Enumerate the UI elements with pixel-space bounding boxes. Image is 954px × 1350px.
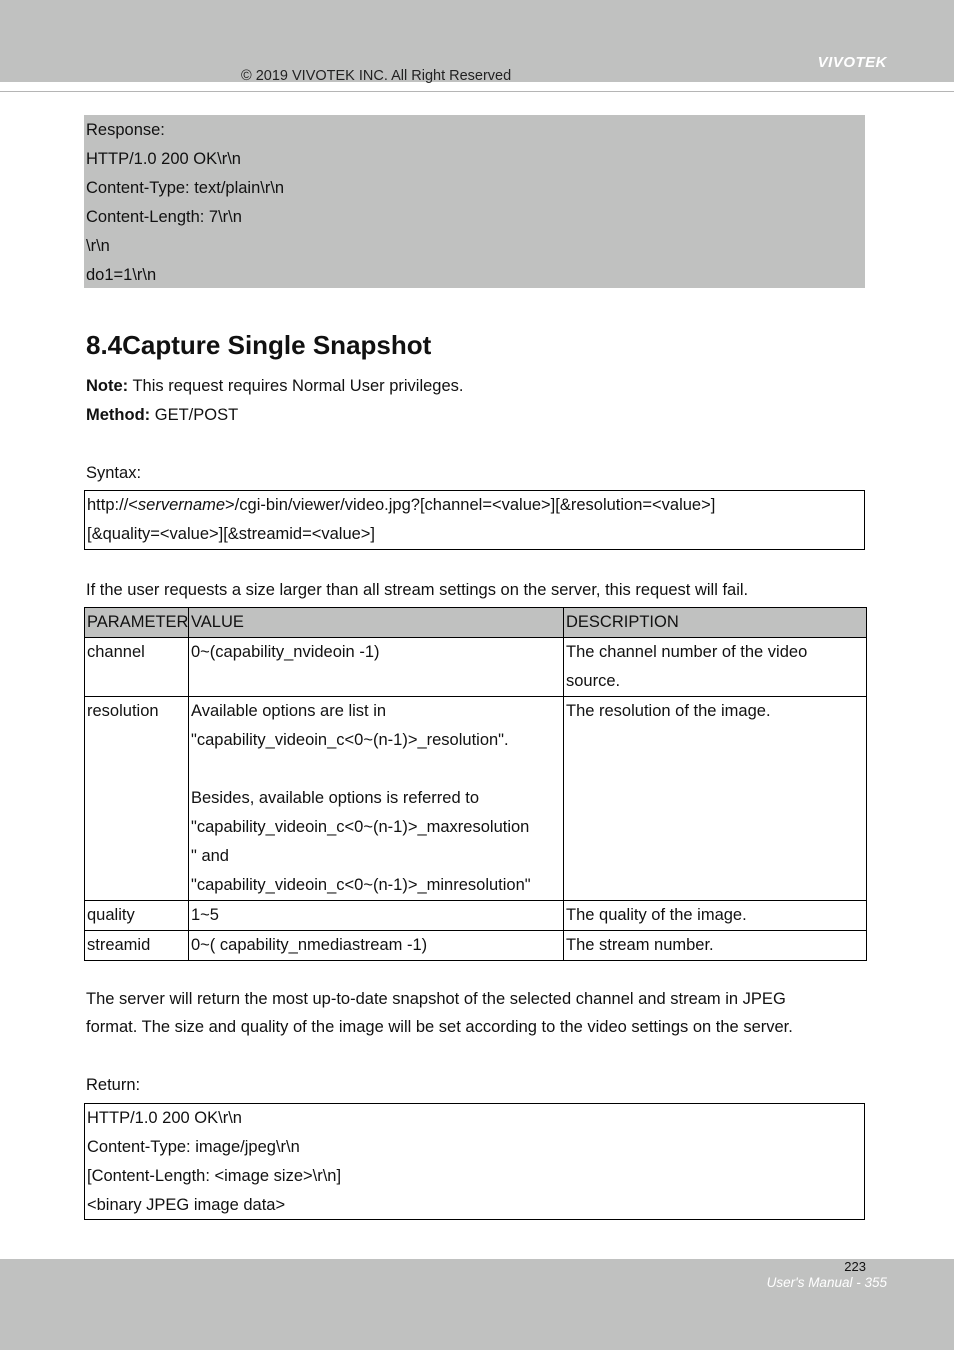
method-label: Method: (86, 406, 151, 424)
manual-page-label: User's Manual - 355 (766, 1275, 887, 1290)
value-line: 0~(capability_nvideoin -1) (191, 643, 380, 661)
syntax-label: Syntax: (86, 464, 142, 482)
param-cell: channel (85, 638, 189, 697)
code-line: HTTP/1.0 200 OK\r\n (87, 1109, 242, 1127)
param-cell: quality (85, 901, 189, 931)
value-blank-line (191, 755, 561, 784)
desc-line: The stream number. (566, 936, 714, 954)
page-number: 223 (844, 1259, 866, 1274)
desc-line: source. (566, 672, 621, 690)
code-line: <binary JPEG image data> (87, 1196, 286, 1214)
value-cell (189, 901, 564, 931)
syntax-line-2: [&quality=<value>][&streamid=<value>] (87, 525, 376, 543)
note-line (86, 377, 464, 396)
syntax-code-box (84, 490, 865, 550)
value-line: "capability_videoin_c<0~(n-1)>_resolution". (191, 731, 509, 749)
table-header-cell: PARAMETER (85, 608, 189, 638)
method-line (86, 406, 238, 425)
param-cell: resolution (85, 697, 189, 901)
value-line: "capability_videoin_c<0~(n-1)>_maxresolution (191, 818, 530, 836)
code-line: do1=1\r\n (86, 266, 157, 284)
code-line: \r\n (86, 237, 110, 255)
code-line: Content-Type: text/plain\r\n (86, 179, 285, 197)
table-row (85, 901, 867, 931)
syntax-prefix: http://< (87, 496, 138, 514)
description-cell (564, 697, 867, 901)
code-line: Content-Type: image/jpeg\r\n (87, 1138, 300, 1156)
parameter-table (84, 607, 867, 961)
param-cell: streamid (85, 931, 189, 961)
response-code-box (84, 115, 865, 288)
fail-note: If the user requests a size larger than all stream settings on the server, this request will fail. (86, 581, 749, 599)
table-header-row (85, 608, 867, 638)
return-label: Return: (86, 1076, 141, 1094)
code-line: Content-Length: 7\r\n (86, 208, 242, 226)
value-line: 1~5 (191, 906, 219, 924)
description-cell (564, 901, 867, 931)
page-footer (0, 1259, 954, 1350)
value-line: " and (191, 847, 229, 865)
table-header-cell: DESCRIPTION (564, 608, 867, 638)
code-line: [Content-Length: <image size>\r\n] (87, 1167, 342, 1185)
method-text: GET/POST (150, 406, 239, 424)
table-row (85, 697, 867, 901)
desc-line: The channel number of the video (566, 643, 808, 661)
syntax-line-1 (85, 491, 864, 520)
value-line: Available options are list in (191, 702, 387, 720)
table-row (85, 931, 867, 961)
desc-line: The quality of the image. (566, 906, 747, 924)
section-title: 8.4Capture Single Snapshot (86, 330, 432, 360)
value-cell (189, 931, 564, 961)
value-cell (189, 697, 564, 901)
copyright-text: © 2019 VIVOTEK INC. All Right Reserved (241, 68, 512, 84)
value-line: 0~( capability_nmediastream -1) (191, 936, 428, 954)
table-row (85, 638, 867, 697)
value-line: "capability_videoin_c<0~(n-1)>_minresolution" (191, 876, 531, 894)
syntax-rest: >/cgi-bin/viewer/video.jpg?[channel=<value>][&resolution=<value>] (225, 496, 716, 514)
note-text: This request requires Normal User privileges. (128, 377, 464, 395)
code-line: Response: (86, 121, 165, 139)
table-header-cell: VALUE (189, 608, 564, 638)
header-divider (0, 91, 954, 92)
server-paragraph-line: format. The size and quality of the image will be set according to the video settings on the server. (86, 1018, 793, 1036)
code-line: HTTP/1.0 200 OK\r\n (86, 150, 241, 168)
server-paragraph-line: The server will return the most up-to-date snapshot of the selected channel and stream in JPEG (86, 990, 786, 1008)
value-cell (189, 638, 564, 697)
note-label: Note: (86, 377, 129, 395)
description-cell (564, 638, 867, 697)
value-line: Besides, available options is referred to (191, 789, 479, 807)
brand-logo: VIVOTEK (817, 54, 887, 71)
desc-line: The resolution of the image. (566, 702, 771, 720)
syntax-servername: servername (137, 496, 226, 514)
return-code-box (84, 1103, 865, 1220)
description-cell (564, 931, 867, 961)
